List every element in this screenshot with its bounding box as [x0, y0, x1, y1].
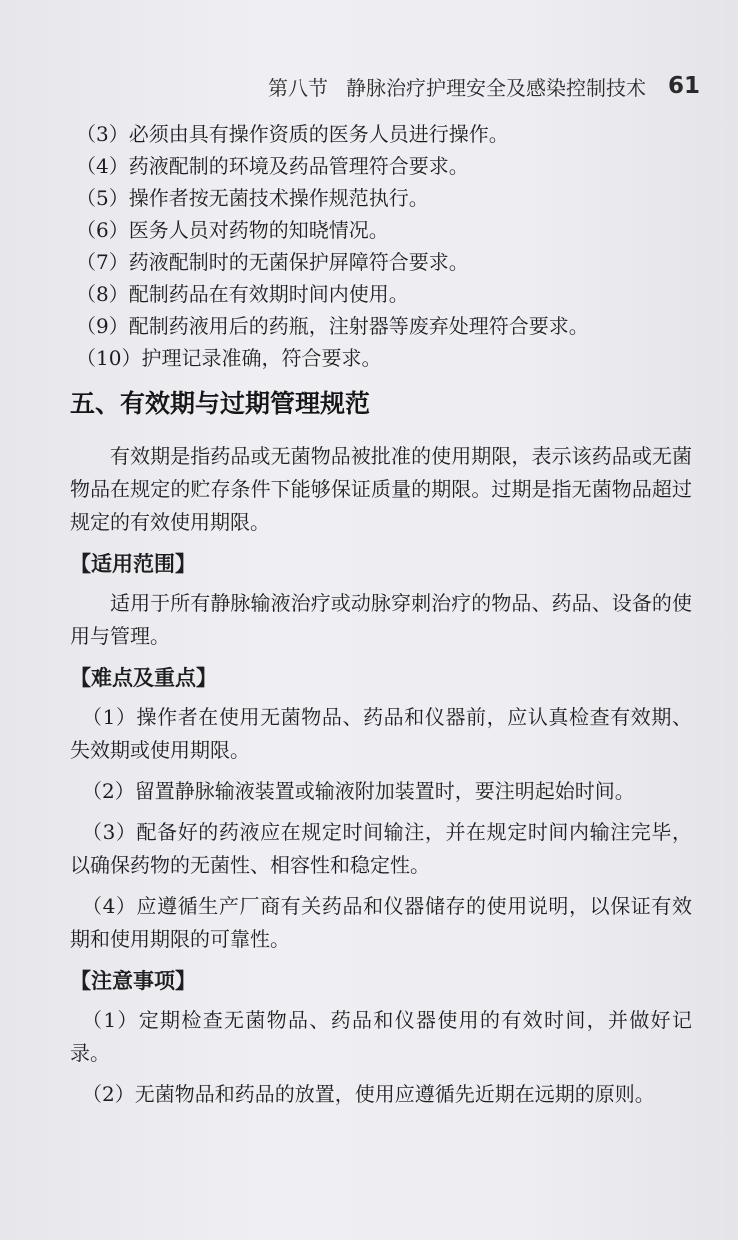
key-point-text: 操作者在使用无菌物品、药品和仪器前，应认真检查有效期、失效期或使用期限。: [70, 705, 692, 762]
list-item-number: （8）: [76, 282, 129, 306]
key-point-text: 留置静脉输液装置或输液附加装置时，要注明起始时间。: [134, 779, 635, 803]
list-item: [70, 310, 692, 342]
list-item-text: 药液配制时的无菌保护屏障符合要求。: [128, 250, 469, 274]
list-item-text: 护理记录准确，符合要求。: [141, 346, 382, 370]
list-item-text: 操作者按无菌技术操作规范执行。: [128, 186, 429, 210]
page-body: [70, 118, 692, 1119]
note-number: （1）: [82, 1008, 139, 1032]
key-point-number: （1）: [82, 705, 137, 729]
header-section-number: 第八节: [267, 75, 328, 100]
scope-subheading: 【适用范围】: [70, 552, 196, 576]
key-point-item: [70, 775, 692, 808]
key-point-item: [70, 701, 692, 767]
header-section-title: 静脉治疗护理安全及感染控制技术: [345, 75, 646, 100]
list-item-text: 药液配制的环境及药品管理符合要求。: [128, 154, 469, 178]
key-point-number: （3）: [82, 820, 137, 844]
numbered-list-top: [70, 118, 692, 374]
list-item: [70, 182, 692, 214]
notes-subheading: 【注意事项】: [70, 969, 196, 993]
key-point-item: [70, 890, 692, 956]
list-item: [70, 278, 692, 310]
running-header: [0, 66, 738, 106]
section-heading: 五、有效期与过期管理规范: [70, 389, 371, 418]
list-item: [70, 214, 692, 246]
key-point-text: 应遵循生产厂商有关药品和仪器储存的使用说明，以保证有效期和使用期限的可靠性。: [70, 894, 692, 951]
list-item-text: 配制药液用后的药瓶，注射器等废弃处理符合要求。: [128, 314, 589, 338]
list-item-number: （7）: [76, 250, 129, 274]
list-item-number: （5）: [76, 186, 129, 210]
list-item-number: （6）: [76, 218, 129, 242]
list-item: [70, 150, 692, 182]
list-item: [70, 342, 692, 374]
section-intro-paragraph: 有效期是指药品或无菌物品被批准的使用期限，表示该药品或无菌物品在规定的贮存条件下能够保证质量的期限。过期是指无菌物品超过规定的有效使用期限。: [70, 444, 692, 534]
key-point-item: [70, 816, 692, 882]
list-item-number: （10）: [76, 346, 142, 370]
note-text: 无菌物品和药品的放置，使用应遵循先近期在远期的原则。: [134, 1082, 655, 1106]
list-item-number: （4）: [76, 154, 129, 178]
note-item: [70, 1078, 692, 1111]
list-item-number: （3）: [76, 122, 129, 146]
list-item: [70, 118, 692, 150]
list-item: [70, 246, 692, 278]
key-point-number: （2）: [82, 779, 135, 803]
list-item-number: （9）: [76, 314, 129, 338]
note-number: （2）: [82, 1082, 135, 1106]
list-item-text: 医务人员对药物的知晓情况。: [128, 218, 389, 242]
page-number: 61: [667, 73, 700, 99]
scope-paragraph: 适用于所有静脉输液治疗或动脉穿刺治疗的物品、药品、设备的使用与管理。: [70, 591, 692, 648]
key-points-subheading: 【难点及重点】: [70, 666, 217, 690]
note-text: 定期检查无菌物品、药品和仪器使用的有效时间，并做好记录。: [70, 1008, 692, 1065]
key-point-number: （4）: [82, 894, 137, 918]
list-item-text: 必须由具有操作资质的医务人员进行操作。: [128, 122, 509, 146]
key-point-text: 配备好的药液应在规定时间输注，并在规定时间内输注完毕，以确保药物的无菌性、相容性和稳定性。: [70, 820, 692, 877]
list-item-text: 配制药品在有效期时间内使用。: [128, 282, 409, 306]
note-item: [70, 1004, 692, 1070]
